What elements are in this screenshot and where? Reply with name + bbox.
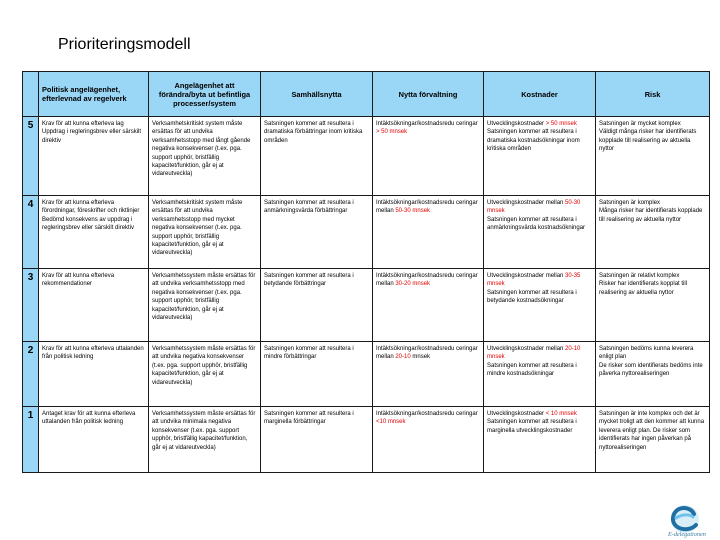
nytta-cell: Intäktsökningar/kostnadsredu ceringar > 50 mnsek xyxy=(373,117,484,196)
samhallsnytta-cell: Satsningen kommer att resultera i mindre förbättringar xyxy=(261,342,373,407)
politisk-cell: Krav för att kunna efterleva rekommendationer xyxy=(39,269,149,342)
kostnader-cell: Utvecklingskostnader > 50 mnsek Satsningen kommer att resultera i dramatiska kostnadsökningar inom kritiska områden xyxy=(484,117,596,196)
angelagenhet-cell: Verksamhetskritiskt system måste ersättas för att undvika verksamhetsstopp med mycket negativa konsekvenser (t.ex. pga. support upphör, bristfällig kapacitet/funktion, går ej at vidareutveckla) xyxy=(149,196,261,269)
kostnader-cell: Utvecklingskostnader mellan 30-35 mnsek Satsningen kommer att resultera i betydande kostnadsökningar xyxy=(484,269,596,342)
angelagenhet-cell: Verksamhetssystem måste ersättas för att undvika minimala negativa konsekvenser (t.ex. pga. support upphör, bristfällig kapacitet/funktion, går ej at vidareutveckla) xyxy=(149,407,261,473)
table-row xyxy=(23,269,710,342)
table-row xyxy=(23,196,710,269)
kostnader-cell: Utvecklingskostnader mellan 50-30 mnsek Satsningen kommer att resultera i anmärkningsvärda kostnadsökningar xyxy=(484,196,596,269)
table-row xyxy=(23,117,710,196)
priority-table xyxy=(22,71,710,473)
angelagenhet-cell: Verksamhetssystem måste ersättas för att undvika verksamhetsstopp med negativa konsekvenser (t.ex. pga. support upphör, bristfällig kapacitet/funktion, går ej at vidareutveckla) xyxy=(149,269,261,342)
politisk-cell: Krav för att kunna efterleva uttalanden från politisk ledning xyxy=(39,342,149,407)
rank-cell: 3 xyxy=(23,269,39,342)
header-kostnader: Kostnader xyxy=(484,72,596,117)
table-header-row xyxy=(23,72,710,117)
rank-cell: 1 xyxy=(23,407,39,473)
samhallsnytta-cell: Satsningen kommer att resultera i marginella förbättringar xyxy=(261,407,373,473)
page-title: Prioriteringsmodell xyxy=(58,36,191,53)
angelagenhet-cell: Verksamhetssystem måste ersättas för att undvika negativa konsekvenser (t.ex. pga. support upphör, bristfällig kapacitet/funktion, går ej at vidareutveckla) xyxy=(149,342,261,407)
nytta-cell: Intäktsökningar/kostnadsredu ceringar mellan 20-10 mnsek xyxy=(373,342,484,407)
logo-text: E-delegationen xyxy=(668,531,706,538)
table-row xyxy=(23,342,710,407)
samhallsnytta-cell: Satsningen kommer att resultera i betydande förbättringar xyxy=(261,269,373,342)
nytta-cell: Intäktsökningar/kostnadsredu ceringar mellan 30-20 mnsek xyxy=(373,269,484,342)
kostnader-cell: Utvecklingskostnader mellan 20-10 mnsek Satsningen kommer att resultera i mindre kostnadsökningar xyxy=(484,342,596,407)
samhallsnytta-cell: Satsningen kommer att resultera i dramatiska förbättringar inom kritiska områden xyxy=(261,117,373,196)
rank-cell: 2 xyxy=(23,342,39,407)
risk-cell: Satsningen är komplex Många risker har identifierats kopplade till realisering av aktuella nyttor xyxy=(596,196,710,269)
politisk-cell: Krav för att kunna efterleva lag Uppdrag i regleringsbrev eller särskilt direktiv xyxy=(39,117,149,196)
header-angelagenhet: Angelägenhet att förändra/byta ut befintliga processer/system xyxy=(149,72,261,117)
risk-cell: Satsningen är mycket komplex Väldigt många risker har identifierats kopplade till realisering av aktuella nyttor xyxy=(596,117,710,196)
risk-cell: Satsningen bedöms kunna leverera enligt plan De risker som identifierats bedöms inte påverka nyttorealiseringen xyxy=(596,342,710,407)
table-row xyxy=(23,407,710,473)
politisk-cell: Antaget krav för att kunna efterleva uttalanden från politisk ledning xyxy=(39,407,149,473)
angelagenhet-cell: Verksamhetskritiskt system måste ersättas för att undvika verksamhetsstopp med långt gående negativa konsekvenser (t.ex. pga. support upphör, bristfällig kapacitet/funktion, går ej at vidareutveckla) xyxy=(149,117,261,196)
rank-cell: 4 xyxy=(23,196,39,269)
rank-cell: 5 xyxy=(23,117,39,196)
risk-cell: Satsningen är inte komplex och det är mycket troligt att den kommer att kunna leverera enligt plan. De risker som identifierats har ingen påverkan på nyttorealiseringen xyxy=(596,407,710,473)
politisk-cell: Krav för att kunna efterleva förordningar, föreskrifter och riktlinjer Bedömd konsekvens av uppdrag i regleringsbrev eller särskilt direktiv xyxy=(39,196,149,269)
header-risk: Risk xyxy=(596,72,710,117)
header-politisk: Politisk angelägenhet, efterlevnad av regelverk xyxy=(39,72,149,117)
header-nytta-forvaltning: Nytta förvaltning xyxy=(373,72,484,117)
nytta-cell: Intäktsökningar/kostnadsredu ceringar <10 mnsek xyxy=(373,407,484,473)
header-rank xyxy=(23,72,39,117)
kostnader-cell: Utvecklingskostnader < 10 mnsek Satsningen kommer att resultera i marginella utvecklingskostnader xyxy=(484,407,596,473)
risk-cell: Satsningen är relativt komplex Risker har identifierats kopplat till realisering av aktuella nyttor xyxy=(596,269,710,342)
header-samhallsnytta: Samhällsnytta xyxy=(261,72,373,117)
nytta-cell: Intäktsökningar/kostnadsredu ceringar mellan 50-30 mnsek xyxy=(373,196,484,269)
samhallsnytta-cell: Satsningen kommer att resultera i anmärkningsvärda förbättringar xyxy=(261,196,373,269)
